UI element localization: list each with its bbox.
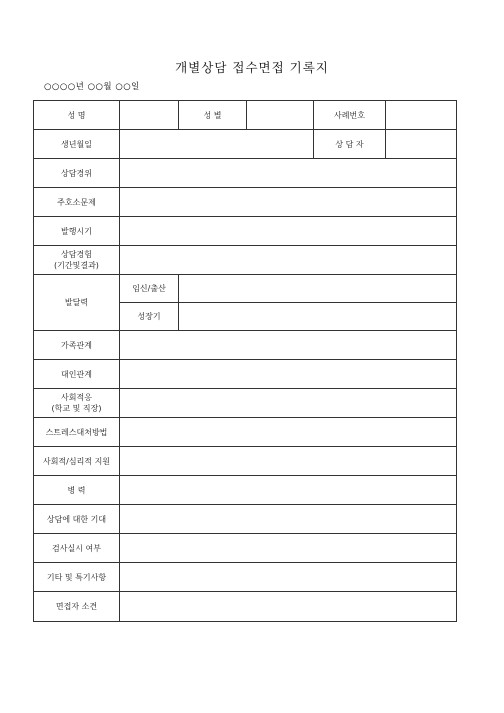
pregnancy-label: 임신/출산	[120, 275, 179, 303]
case-number-field[interactable]	[386, 101, 457, 130]
row-experience	[34, 246, 457, 275]
expectation-label: 상담에 대한 기대	[34, 505, 120, 534]
birth-date-label: 생년월일	[34, 130, 120, 159]
row-birth-counselor	[34, 130, 457, 159]
gender-field[interactable]	[247, 101, 314, 130]
row-interpersonal	[34, 360, 457, 389]
row-other	[34, 563, 457, 592]
row-reason	[34, 159, 457, 188]
row-support	[34, 447, 457, 476]
reason-label: 상담경위	[34, 159, 120, 188]
experience-label	[34, 246, 120, 275]
row-medical	[34, 476, 457, 505]
form-date: ○○○○년 ○○월 ○○일	[44, 82, 140, 92]
counselor-field[interactable]	[386, 130, 457, 159]
case-number-label: 사례번호	[314, 101, 386, 130]
social-label-line1: 사회적응	[61, 393, 92, 402]
development-label: 발달력	[34, 275, 120, 331]
row-test	[34, 534, 457, 563]
medical-history-field[interactable]	[120, 476, 457, 505]
family-field[interactable]	[120, 331, 457, 360]
interviewer-opinion-label: 면접자 소견	[34, 592, 120, 622]
social-adaptation-label	[34, 389, 120, 418]
form-title: 개별상담 접수면접 기록지	[175, 60, 329, 75]
row-name-gender-case	[34, 101, 457, 130]
interpersonal-field[interactable]	[120, 360, 457, 389]
intake-form-table	[33, 100, 457, 622]
medical-history-label: 병 력	[34, 476, 120, 505]
row-pregnancy	[34, 275, 457, 303]
stress-field[interactable]	[120, 418, 457, 447]
social-adaptation-field[interactable]	[120, 389, 457, 418]
gender-label: 성 별	[179, 101, 247, 130]
onset-label: 발행시기	[34, 217, 120, 246]
complaint-field[interactable]	[120, 188, 457, 217]
row-opinion	[34, 592, 457, 622]
name-field[interactable]	[120, 101, 179, 130]
reason-field[interactable]	[120, 159, 457, 188]
complaint-label: 주호소문제	[34, 188, 120, 217]
pregnancy-field[interactable]	[179, 275, 457, 303]
row-stress	[34, 418, 457, 447]
experience-label-line2: (기간및결과)	[54, 261, 99, 270]
onset-field[interactable]	[120, 217, 457, 246]
family-label: 가족관계	[34, 331, 120, 360]
experience-label-line1: 상담경험	[61, 250, 92, 259]
row-onset	[34, 217, 457, 246]
interviewer-opinion-field[interactable]	[120, 592, 457, 622]
other-notes-label: 기타 및 특기사항	[34, 563, 120, 592]
other-notes-field[interactable]	[120, 563, 457, 592]
support-label: 사회적/심리적 지원	[34, 447, 120, 476]
birth-date-field[interactable]	[120, 130, 314, 159]
growth-label: 성장기	[120, 303, 179, 331]
name-label: 성 명	[34, 101, 120, 130]
counselor-label: 상 담 자	[314, 130, 386, 159]
expectation-field[interactable]	[120, 505, 457, 534]
row-expectation	[34, 505, 457, 534]
growth-field[interactable]	[179, 303, 457, 331]
interpersonal-label: 대인관계	[34, 360, 120, 389]
experience-field[interactable]	[120, 246, 457, 275]
test-field[interactable]	[120, 534, 457, 563]
test-label: 검사실시 여부	[34, 534, 120, 563]
social-label-line2: (학교 및 직장)	[51, 404, 102, 413]
row-social	[34, 389, 457, 418]
stress-label: 스트레스대처방법	[34, 418, 120, 447]
row-family	[34, 331, 457, 360]
row-complaint	[34, 188, 457, 217]
support-field[interactable]	[120, 447, 457, 476]
